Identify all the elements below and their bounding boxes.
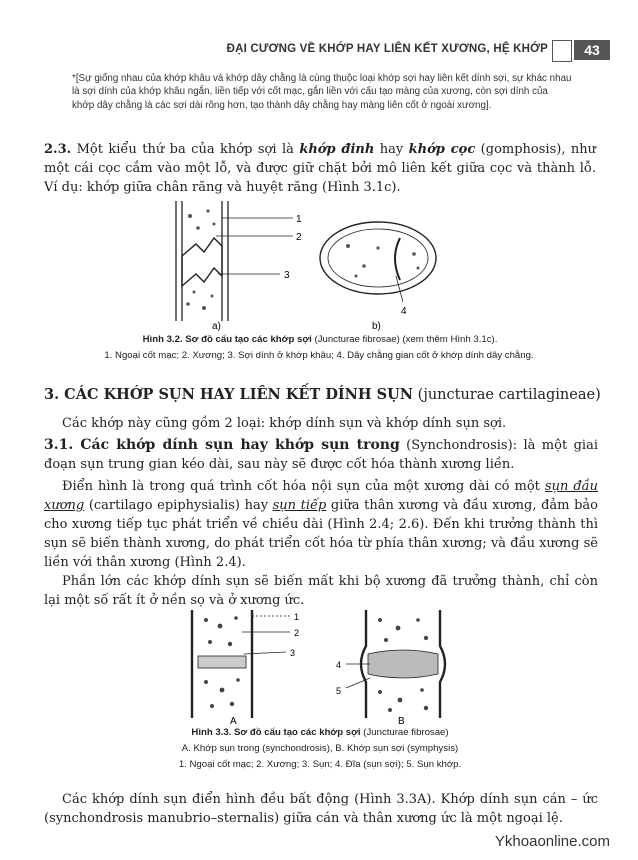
section-3-heading (44, 386, 604, 403)
label-2: 2 (296, 232, 302, 243)
caption-text: (Juncturae fibrosae) (360, 727, 449, 738)
section-number: 2.3. (44, 142, 72, 157)
subfig-b: b) (372, 321, 381, 331)
section-3-intro: Các khớp này cũng gồm 2 loại: khớp dính sụn và khớp dính sụn sợi. (62, 416, 507, 431)
fig-3-3b-drawing (346, 610, 445, 718)
figure-3-3-legend: 1. Ngoại cốt mạc; 2. Xương; 3. Sụn; 4. Đĩa (sụn sợi); 5. Sụn khớp. (178, 759, 462, 770)
heading-rest: (Synchondrosis): là một giai đoạn sụn trung gian kéo dài, sau này sẽ được cốt hóa thành xương liền. (44, 438, 598, 472)
section-3-1-para-1 (44, 477, 598, 572)
book-logo-icon (552, 40, 572, 62)
label-4: 4 (401, 306, 407, 317)
caption-title: Hình 3.2. Sơ đồ cấu tạo các khớp sợi (142, 334, 312, 345)
term-khop-coc: khớp cọc (408, 142, 476, 157)
fig-3-3a-drawing (192, 610, 290, 718)
term-sun-dau-xuong: sụn đầu xương (44, 479, 598, 513)
heading-text: 3. CÁC KHỚP SỤN HAY LIÊN KẾT DÍNH SỤN (44, 386, 414, 403)
closing-paragraph: Các khớp dính sụn điển hình đều bất động (Hình 3.3A). Khớp dính sụn cán – ức (synchondrosis manubrio–sternalis) giữa cán và thân xương ức là một ngoại lệ. (44, 792, 598, 826)
figure-3-3-caption (44, 727, 596, 738)
label-2: 2 (294, 628, 300, 638)
figure-3-2-caption (44, 334, 596, 345)
running-title: ĐẠI CƯƠNG VỀ KHỚP HAY LIÊN KẾT XƯƠNG, HỆ KHỚP (226, 43, 548, 55)
note-paragraph: *[Sự giống nhau của khớp khâu và khớp dây chằng là cùng thuộc loại khớp sợi hay liên kết dính sợi, sự khác nhau là sợi dính của khớp khâu ngắn, liền tiếp với cốt mạc, gắn liền với cấu tạo màng của xương, còn sợi dính của khớp dây chằng là các sợi dài rõng hơn, tạo thành dây chằng hay màng liên cốt ở ngoài xương]. (72, 73, 572, 111)
page-header (120, 40, 610, 62)
label-4: 4 (336, 660, 342, 670)
label-3: 3 (284, 270, 290, 281)
text: hay (374, 142, 409, 157)
subfig-A: A (230, 716, 237, 724)
section-3-1-heading (44, 436, 598, 474)
label-1: 1 (294, 612, 300, 622)
subfig-a: a) (212, 321, 221, 331)
label-5: 5 (336, 686, 342, 696)
figure-3-2-legend: 1. Ngoại cốt mạc; 2. Xương; 3. Sợi dính ở khớp khâu; 4. Dây chằng gian cốt ở khớp dính dây chằng. (104, 350, 534, 361)
caption-title: Hình 3.3. Sơ đồ cấu tạo các khớp sợi (191, 727, 361, 738)
text: Điển hình là trong quá trình cốt hóa nội sụn của một xương dài có một (62, 479, 545, 494)
heading-latin: (juncturae cartilagineae) (413, 387, 601, 403)
section-2-3 (44, 140, 596, 197)
label-1: 1 (296, 214, 302, 225)
term-sun-tiep: sụn tiếp (272, 498, 327, 513)
figure-3-3 (186, 606, 456, 724)
figure-3-3-line2: A. Khớp sụn trong (synchondrosis), B. Khớp sụn sợi (symphysis) (181, 743, 459, 754)
term-khop-dinh: khớp đinh (299, 142, 375, 157)
page-number: 43 (574, 40, 610, 60)
section-3-1-para-2: Phần lớn các khớp dính sụn sẽ biến mất khi bộ xương đã trưởng thành, chỉ còn lại một số rất ít ở nền sọ và ở xương ức. (44, 574, 598, 608)
text: (cartilago epiphysialis) hay (84, 498, 273, 513)
caption-text: (Juncturae fibrosae) (xem thêm Hình 3.1c). (311, 334, 498, 345)
text: giữa thân xương và đầu xương, đảm bảo cho xương tiếp tục phát triển về chiều dài (Hình 2.4; 2.6). Đến khi trưởng thành thì sụn sẽ biến thành xương, do phát triển cốt hóa từ phía thân xương; và đầu xương sẽ liền với thân xương (Hình 2.4). (44, 498, 598, 570)
subfig-B: B (398, 716, 405, 724)
figure-3-2 (168, 196, 468, 331)
fig-3-2a-drawing (176, 201, 293, 321)
fig-3-2b-drawing (320, 222, 436, 302)
watermark: Ykhoaonline.com (494, 833, 610, 850)
text: (gomphosis), như một cái cọc cắm vào một lỗ, và được giữ chặt bởi mô liên kết giữa cọc và thành lỗ. Ví dụ: khớp giữa chân răng và huyệt răng (Hình 3.1c). (44, 142, 597, 195)
heading-text: 3.1. Các khớp dính sụn hay khớp sụn trong (44, 437, 400, 453)
text: Một kiểu thứ ba của khớp sợi là (71, 142, 300, 157)
label-3: 3 (290, 648, 296, 658)
